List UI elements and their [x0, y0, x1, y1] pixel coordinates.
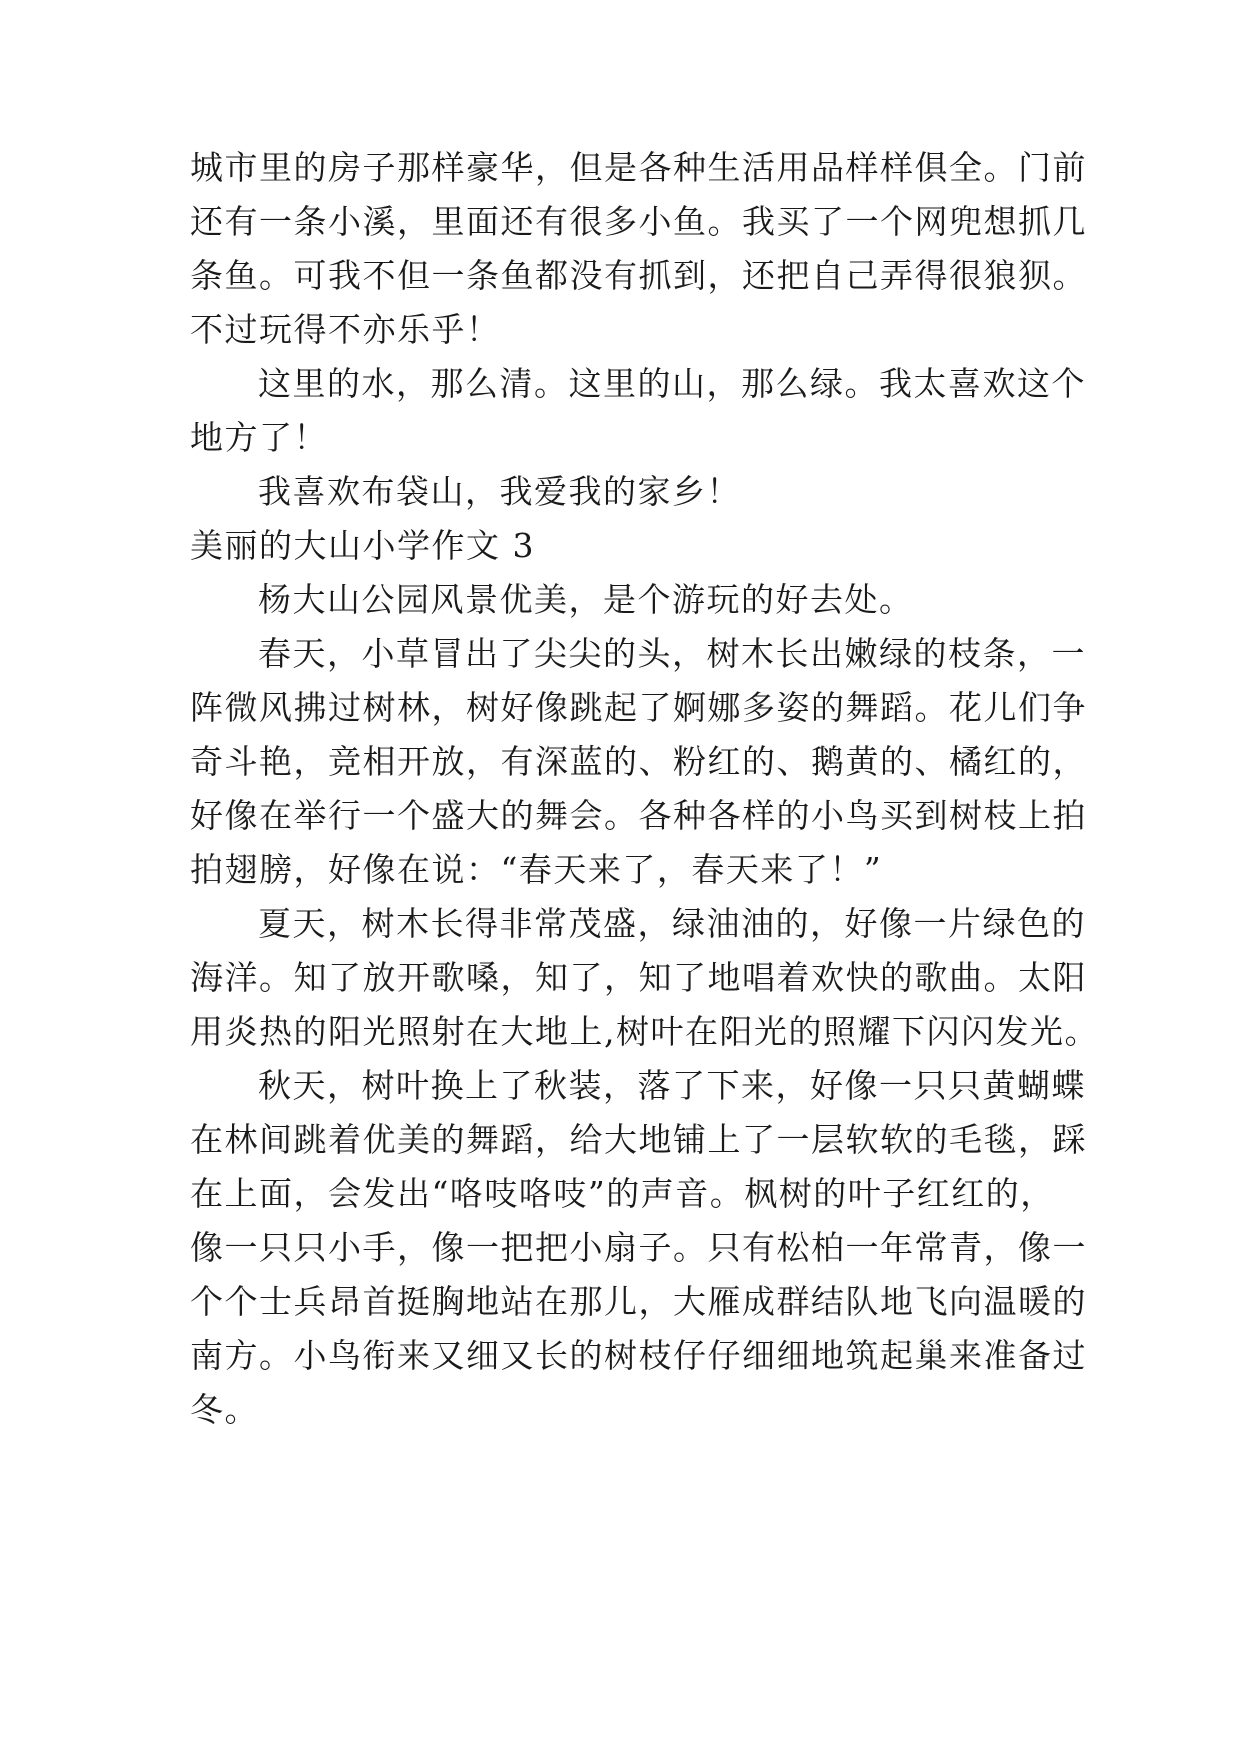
- text-line: 好像在举行一个盛大的舞会。各种各样的小鸟买到树枝上拍: [190, 796, 1087, 835]
- text-line: 夏天，树木长得非常茂盛，绿油油的，好像一片绿色的: [258, 904, 1086, 943]
- text-line: 奇斗艳，竞相开放，有深蓝的、粉红的、鹅黄的、橘红的，: [190, 742, 1087, 781]
- text-line: 我喜欢布袋山，我爱我的家乡！: [258, 472, 741, 511]
- text-line: 秋天，树叶换上了秋装，落了下来，好像一只只黄蝴蝶: [258, 1066, 1086, 1105]
- text-line: 不过玩得不亦乐乎！: [190, 310, 501, 349]
- text-line: 在林间跳着优美的舞蹈，给大地铺上了一层软软的毛毯，踩: [190, 1120, 1087, 1159]
- text-line: 用炎热的阳光照射在大地上,树叶在阳光的照耀下闪闪发光。: [190, 1012, 1099, 1051]
- text-line: 冬。: [190, 1390, 259, 1429]
- text-line: 南方。小鸟衔来又细又长的树枝仔仔细细地筑起巢来准备过: [190, 1336, 1087, 1375]
- text-line: 阵微风拂过树林，树好像跳起了婀娜多姿的舞蹈。花儿们争: [190, 688, 1087, 727]
- text-line: 条鱼。可我不但一条鱼都没有抓到，还把自己弄得很狼狈。: [190, 256, 1087, 295]
- text-line: 这里的水，那么清。这里的山，那么绿。我太喜欢这个: [258, 364, 1086, 403]
- text-line: 地方了！: [190, 418, 328, 457]
- text-line: 城市里的房子那样豪华，但是各种生活用品样样俱全。门前: [190, 148, 1087, 187]
- text-line: 拍翅膀，好像在说：“春天来了，春天来了！”: [190, 850, 883, 889]
- text-line: 杨大山公园风景优美，是个游玩的好去处。: [258, 580, 914, 619]
- text-line: 还有一条小溪，里面还有很多小鱼。我买了一个网兜想抓几: [190, 202, 1087, 241]
- text-line: 在上面，会发出“咯吱咯吱”的声音。枫树的叶子红红的，: [190, 1174, 1055, 1213]
- text-line: 海洋。知了放开歌嗓，知了，知了地唱着欢快的歌曲。太阳: [190, 958, 1087, 997]
- text-line: 春天，小草冒出了尖尖的头，树木长出嫩绿的枝条，一: [258, 634, 1086, 673]
- section-heading: 美丽的大山小学作文 3: [190, 526, 535, 565]
- text-line: 像一只只小手，像一把把小扇子。只有松柏一年常青，像一: [190, 1228, 1087, 1267]
- text-line: 个个士兵昂首挺胸地站在那儿，大雁成群结队地飞向温暖的: [190, 1282, 1087, 1321]
